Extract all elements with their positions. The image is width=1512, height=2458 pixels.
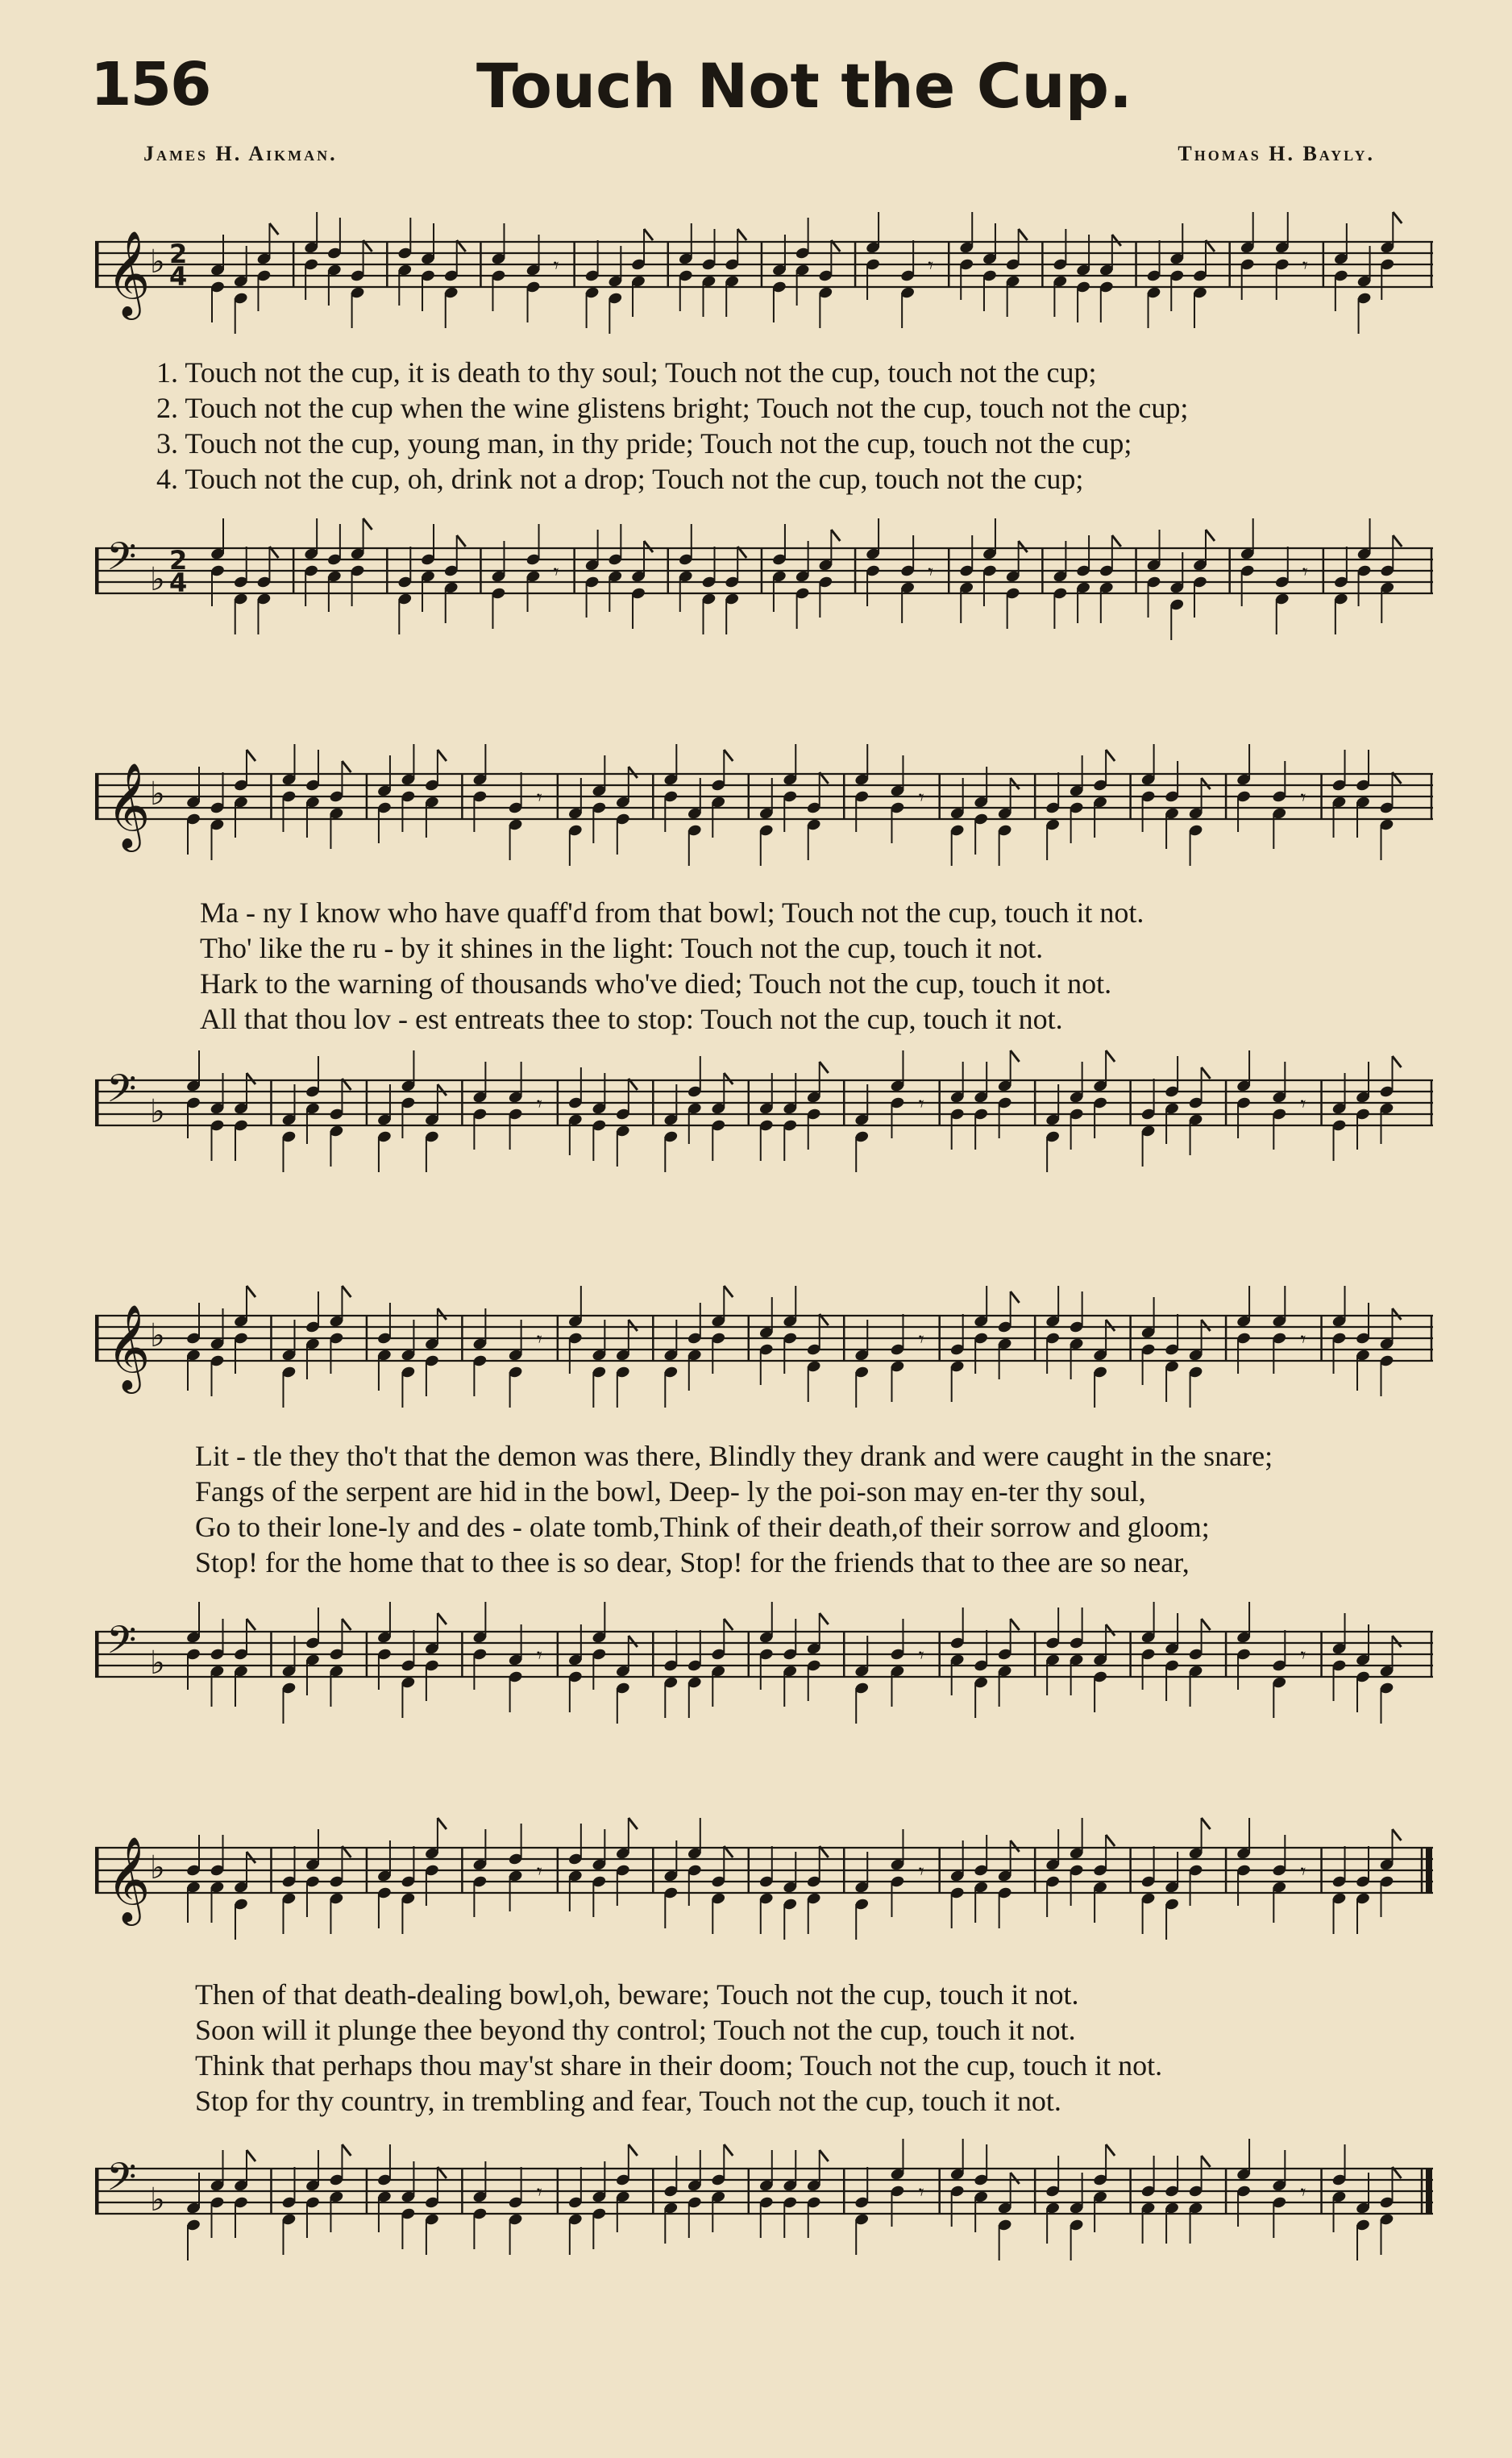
note-flag <box>629 767 638 778</box>
hymn-title: Touch Not the Cup. <box>476 50 1132 122</box>
note-flag <box>820 1613 829 1624</box>
system-1 <box>95 193 1433 645</box>
treble-staff-notation <box>95 210 1433 355</box>
bass-staff <box>95 516 1433 661</box>
treble-staff-notation <box>95 1283 1433 1429</box>
verse-lyrics <box>195 1438 1512 1580</box>
rest-icon: 𝄾 <box>918 1644 924 1668</box>
note-flag <box>1106 1835 1115 1846</box>
rest-icon: 𝄾 <box>1302 254 1308 278</box>
note-flag <box>629 1320 638 1331</box>
note-flag <box>1106 750 1115 761</box>
verse-lyrics <box>156 355 1494 497</box>
note-flag <box>1202 1320 1211 1331</box>
rest-icon: 𝄾 <box>1300 1328 1306 1352</box>
flat-icon: ♭ <box>150 776 165 813</box>
note-flag <box>1106 2144 1115 2156</box>
treble-clef-icon: 𝄞 <box>106 1304 151 1390</box>
system-2 <box>95 726 1433 1177</box>
rest-icon: 𝄾 <box>928 560 934 584</box>
lyric-line: All that thou lov - est entreats thee to stop: Touch not the cup, touch it not. <box>200 1003 1063 1035</box>
verse-lyrics <box>195 1977 1512 2119</box>
flat-icon: ♭ <box>150 561 165 598</box>
time-signature-bottom: 4 <box>169 568 188 598</box>
composer-credit: Thomas H. Bayly. <box>1178 142 1375 165</box>
lyric-line: Fangs of the serpent are hid in the bowl, Deep- ly the poi-son may en-ter thy soul, <box>195 1475 1146 1508</box>
note-flag <box>1393 1829 1402 1840</box>
lyric-line: Tho' like the ru - by it shines in the light: Touch not the cup, touch it not. <box>200 932 1044 964</box>
author-credit: James H. Aikman. <box>143 142 338 165</box>
rest-icon: 𝄾 <box>918 1328 924 1352</box>
lyric-line: Think that perhaps thou may'st share in their doom; Touch not the cup, touch it not. <box>195 2049 1163 2082</box>
note-flag <box>820 2150 829 2161</box>
note-flag <box>342 2144 351 2156</box>
note-flag <box>1011 2173 1020 2184</box>
rest-icon: 𝄾 <box>1300 786 1306 810</box>
note-flag <box>737 229 746 240</box>
bass-clef-icon: 𝄢 <box>106 534 137 589</box>
rest-icon: 𝄾 <box>536 2181 542 2205</box>
note-flag <box>342 1619 351 1630</box>
note-flag <box>247 1852 255 1863</box>
lyric-line: Soon will it plunge thee beyond thy control; Touch not the cup, touch it not. <box>195 2014 1076 2046</box>
system-4 <box>95 1799 1433 2283</box>
lyric-line: Ma - ny I know who have quaff'd from that bowl; Touch not the cup, touch it not. <box>200 896 1144 929</box>
bass-staff-notation <box>95 516 1433 661</box>
note-flag <box>1106 1050 1115 1062</box>
bass-clef-icon: 𝄢 <box>106 1617 137 1672</box>
note-flag <box>269 223 278 235</box>
note-flag <box>1393 1308 1402 1320</box>
bass-staff <box>95 1599 1433 1745</box>
note-flag <box>1019 541 1028 552</box>
lyric-line: 1. Touch not the cup, it is death to thy soul; Touch not the cup, touch not the cup; <box>156 356 1097 389</box>
lyric-line: 2. Touch not the cup when the wine glistens bright; Touch not the cup, touch not the cup; <box>156 392 1189 424</box>
note-flag <box>1202 1619 1211 1630</box>
note-flag <box>247 1286 255 1297</box>
bass-staff-notation <box>95 2136 1433 2281</box>
note-flag <box>247 1619 255 1630</box>
note-flag <box>342 761 351 772</box>
note-flag <box>457 535 466 547</box>
note-flag <box>438 750 447 761</box>
note-flag <box>1202 1818 1211 1829</box>
bass-clef-icon: 𝄢 <box>106 1066 137 1121</box>
time-signature-top: 2 <box>169 545 188 576</box>
note-flag <box>831 530 840 541</box>
lyric-line: Stop for thy country, in trembling and fear, Touch not the cup, touch it not. <box>195 2085 1061 2117</box>
note-flag <box>1106 1624 1115 1636</box>
note-flag <box>1106 1320 1115 1331</box>
rest-icon: 𝄾 <box>918 1092 924 1117</box>
note-flag <box>1112 535 1121 547</box>
rest-icon: 𝄾 <box>1302 560 1308 584</box>
rest-icon: 𝄾 <box>536 786 542 810</box>
rest-icon: 𝄾 <box>1300 2181 1306 2205</box>
bass-staff <box>95 1048 1433 1193</box>
rest-icon: 𝄾 <box>553 254 559 278</box>
lyric-line: Hark to the warning of thousands who've died; Touch not the cup, touch it not. <box>200 967 1112 1000</box>
flat-icon: ♭ <box>150 1317 165 1354</box>
note-flag <box>1206 530 1215 541</box>
treble-staff-notation <box>95 1815 1433 1961</box>
note-flag <box>820 1062 829 1073</box>
note-flag <box>438 1308 447 1320</box>
note-flag <box>629 2144 638 2156</box>
bass-clef-icon: 𝄢 <box>106 2154 137 2209</box>
lyric-line: Go to their lone-ly and des - olate tomb,Think of their death,of their sorrow and gloom; <box>195 1511 1210 1543</box>
note-flag <box>363 518 372 530</box>
rest-icon: 𝄾 <box>1300 1860 1306 1884</box>
flat-icon: ♭ <box>150 1849 165 1886</box>
note-flag <box>438 1613 447 1624</box>
time-signature-bottom: 4 <box>169 261 188 292</box>
flat-icon: ♭ <box>150 2181 165 2219</box>
bass-staff <box>95 2136 1433 2281</box>
rest-icon: 𝄾 <box>536 1092 542 1117</box>
bass-staff-notation <box>95 1048 1433 1193</box>
flat-icon: ♭ <box>150 1093 165 1130</box>
treble-clef-icon: 𝄞 <box>106 762 151 848</box>
lyric-line: 3. Touch not the cup, young man, in thy pride; Touch not the cup, touch not the cup; <box>156 427 1132 460</box>
note-flag <box>1202 778 1211 789</box>
note-flag <box>438 1084 447 1096</box>
rest-icon: 𝄾 <box>918 1860 924 1884</box>
rest-icon: 𝄾 <box>536 1328 542 1352</box>
verse-lyrics <box>200 895 1512 1037</box>
treble-staff <box>95 1283 1433 1429</box>
note-flag <box>724 1619 733 1630</box>
note-flag <box>644 229 653 240</box>
note-flag <box>724 1073 733 1084</box>
note-flag <box>1011 1050 1020 1062</box>
rest-icon: 𝄾 <box>1300 1644 1306 1668</box>
note-flag <box>1019 229 1028 240</box>
lyric-line: 4. Touch not the cup, oh, drink not a drop; Touch not the cup, touch not the cup; <box>156 463 1084 495</box>
treble-staff <box>95 1815 1433 1961</box>
treble-clef-icon: 𝄞 <box>106 230 151 316</box>
treble-staff <box>95 210 1433 355</box>
note-flag <box>342 1286 351 1297</box>
note-flag <box>1112 235 1121 246</box>
note-flag <box>1202 1067 1211 1079</box>
note-flag <box>1393 212 1402 223</box>
note-flag <box>1011 1619 1020 1630</box>
time-signature-top: 2 <box>169 239 188 269</box>
note-flag <box>1011 1291 1020 1303</box>
note-flag <box>1011 1840 1020 1852</box>
rest-icon: 𝄾 <box>918 786 924 810</box>
treble-clef-icon: 𝄞 <box>106 1836 151 1922</box>
rest-icon: 𝄾 <box>536 1860 542 1884</box>
note-flag <box>629 1818 638 1829</box>
note-flag <box>247 750 255 761</box>
note-flag <box>724 1286 733 1297</box>
flat-icon: ♭ <box>150 1645 165 1682</box>
note-flag <box>1011 778 1020 789</box>
note-flag <box>629 1636 638 1647</box>
lyric-line: Lit - tle they tho't that the demon was there, Blindly they drank and were caught in the snare; <box>195 1440 1273 1472</box>
note-flag <box>1393 535 1402 547</box>
rest-icon: 𝄾 <box>928 254 934 278</box>
rest-icon: 𝄾 <box>1300 1092 1306 1117</box>
note-flag <box>1393 1056 1402 1067</box>
rest-icon: 𝄾 <box>553 560 559 584</box>
system-3 <box>95 1267 1433 1719</box>
note-flag <box>1202 2156 1211 2167</box>
lyric-line: Stop! for the home that to thee is so dear, Stop! for the friends that to thee are so near, <box>195 1546 1190 1578</box>
rest-icon: 𝄾 <box>536 1644 542 1668</box>
lyric-line: Then of that death-dealing bowl,oh, beware; Touch not the cup, touch it not. <box>195 1978 1079 2011</box>
rest-icon: 𝄾 <box>918 2181 924 2205</box>
treble-staff <box>95 742 1433 887</box>
treble-staff-notation <box>95 742 1433 887</box>
note-flag <box>247 2150 255 2161</box>
note-flag <box>438 1818 447 1829</box>
flat-icon: ♭ <box>150 243 165 281</box>
bass-staff-notation <box>95 1599 1433 1745</box>
note-flag <box>1393 1636 1402 1647</box>
note-flag <box>724 2144 733 2156</box>
page-number: 156 <box>90 50 210 119</box>
note-flag <box>644 541 653 552</box>
note-flag <box>724 750 733 761</box>
note-flag <box>247 1073 255 1084</box>
